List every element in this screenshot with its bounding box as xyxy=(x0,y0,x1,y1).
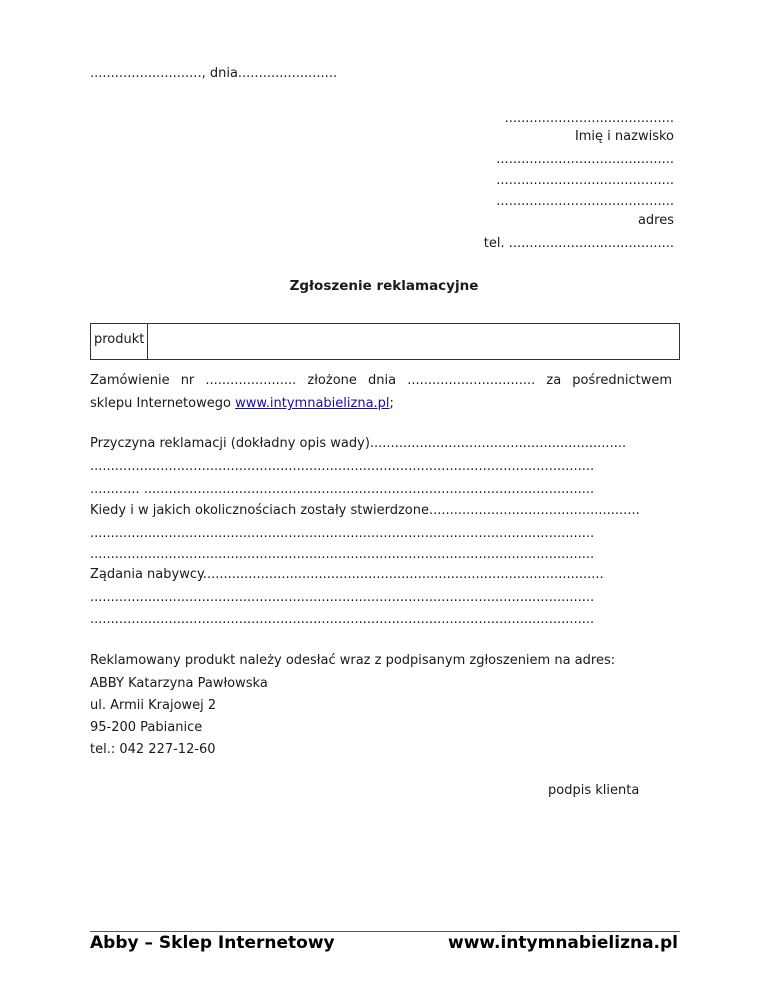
demands-line-1: Żądania nabywcy................................................................................................. xyxy=(90,567,604,582)
circumstances-line-2: .......................................................................................................................... xyxy=(90,526,595,541)
reason-line-3: ............ ............................................................................................................. xyxy=(90,482,595,497)
order-line-2-suffix: ; xyxy=(389,396,394,411)
return-company: ABBY Katarzyna Pawłowska xyxy=(90,676,268,691)
return-intro: Reklamowany produkt należy odesłać wraz z podpisanym zgłoszeniem na adres: xyxy=(90,653,616,668)
sender-address-dots-2: ........................................... xyxy=(496,173,674,188)
page-title: Zgłoszenie reklamacyjne xyxy=(289,278,479,294)
footer-divider xyxy=(90,931,680,932)
return-street: ul. Armii Krajowej 2 xyxy=(90,698,217,713)
demands-line-3: .......................................................................................................................... xyxy=(90,612,595,627)
sender-tel-line: tel. ........................................ xyxy=(483,236,674,251)
footer-right: www.intymnabielizna.pl xyxy=(447,933,678,953)
product-label: produkt xyxy=(91,324,148,359)
order-line-1: Zamówienie nr ...................... złożone dnia ............................... za pośrednictwem xyxy=(90,373,672,388)
shop-link[interactable]: www.intymnabielizna.pl xyxy=(235,396,390,411)
sender-address-dots-3: ........................................... xyxy=(496,194,674,209)
place-date-line: ..........................., dnia........................ xyxy=(90,66,338,81)
sender-address-label: adres xyxy=(637,213,674,228)
order-line-2-prefix: sklepu Internetowego xyxy=(90,396,236,411)
order-line-2 xyxy=(90,396,672,411)
sender-address-dots-1: ........................................... xyxy=(496,152,674,167)
reason-line-1: Przyczyna reklamacji (dokładny opis wady).............................................................. xyxy=(90,436,627,451)
signature-label: podpis klienta xyxy=(548,783,640,798)
return-phone: tel.: 042 227-12-60 xyxy=(90,742,216,757)
return-city: 95-200 Pabianice xyxy=(90,720,203,735)
reason-line-2: .......................................................................................................................... xyxy=(90,459,595,474)
sender-name-dots: ......................................... xyxy=(504,111,674,126)
sender-name-label: Imię i nazwisko xyxy=(574,129,674,144)
circumstances-line-3: .......................................................................................................................... xyxy=(90,547,595,562)
footer-left: Abby – Sklep Internetowy xyxy=(90,933,335,953)
circumstances-line-1: Kiedy i w jakich okolicznościach zostały stwierdzone................................................... xyxy=(90,503,640,518)
demands-line-2: .......................................................................................................................... xyxy=(90,590,595,605)
product-box xyxy=(90,323,680,360)
